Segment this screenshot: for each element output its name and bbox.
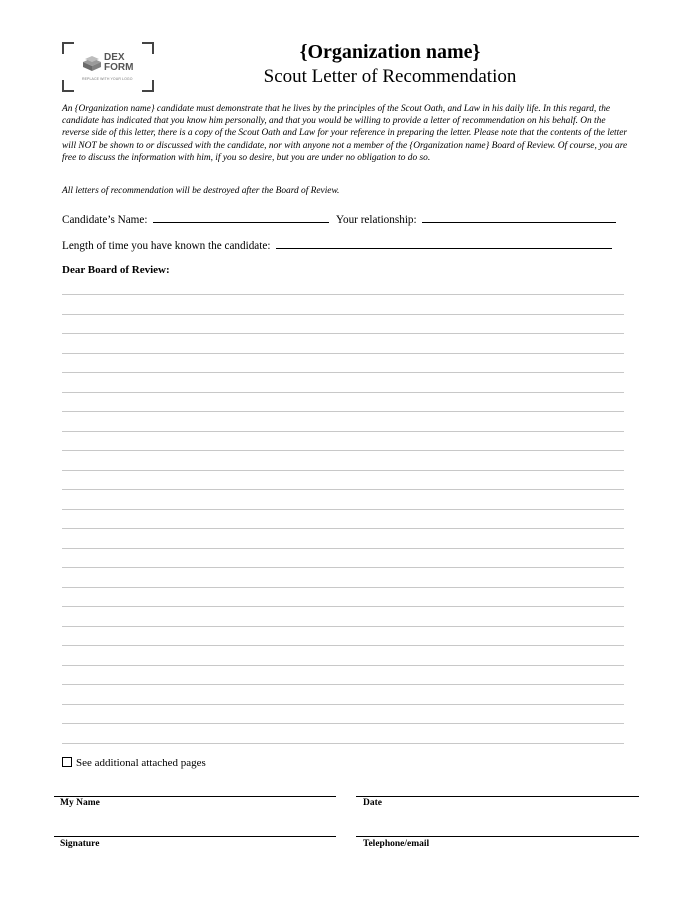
writing-line [62, 393, 624, 413]
writing-line [62, 510, 624, 530]
writing-line [62, 529, 624, 549]
writing-line [62, 471, 624, 491]
writing-line [62, 666, 624, 686]
writing-line [62, 432, 624, 452]
logo-frame-corner [62, 80, 74, 92]
salutation: Dear Board of Review: [62, 264, 170, 276]
my-name-label: My Name [60, 798, 100, 808]
writing-line [62, 490, 624, 510]
additional-pages-label: See additional attached pages [76, 757, 206, 769]
writing-line [62, 315, 624, 335]
additional-pages-option[interactable] [62, 757, 206, 769]
logo-brand-line2: FORM [104, 62, 134, 73]
destruction-note: All letters of recommendation will be destroyed after the Board of Review. [62, 186, 340, 196]
writing-line [62, 568, 624, 588]
date-label: Date [363, 798, 382, 808]
candidate-row [62, 211, 616, 226]
my-name-line[interactable] [54, 796, 336, 797]
writing-line [62, 412, 624, 432]
writing-line [62, 549, 624, 569]
contact-line[interactable] [356, 836, 639, 837]
logo-brand [104, 53, 133, 73]
additional-pages-checkbox[interactable] [62, 757, 72, 767]
time-known-row [62, 237, 612, 252]
relationship-field[interactable] [422, 211, 616, 223]
page-title: Scout Letter of Recommendation [263, 66, 517, 87]
writing-line [62, 451, 624, 471]
logo-frame-corner [142, 42, 154, 54]
stacked-box-icon [81, 54, 103, 72]
writing-line [62, 607, 624, 627]
candidate-name-label: Candidate’s Name: [62, 214, 148, 226]
writing-line [62, 334, 624, 354]
candidate-name-field[interactable] [153, 211, 329, 223]
writing-line [62, 354, 624, 374]
writing-line [62, 588, 624, 608]
contact-label: Telephone/email [363, 839, 430, 849]
writing-line [62, 373, 624, 393]
intro-paragraph: An {Organization name} candidate must demonstrate that he lives by the principles of the Scout Oath, and Law in his daily life. In this regard, the candidate has indicated that you know him personally, and that you would be willing to provide a letter of recommendation on his behalf. On the reverse side of this letter, there is a copy of the Scout Oath and Law for your reference in preparing the letter. Please note that the contents of the letter will NOT be shown to or discussed with the candidate, nor with anyone not a member of the {Organization name} Board of Review. Of course, you are free to discuss the information with him, if you so desire, but you are under no obligation to do so. [62, 104, 628, 163]
writing-line [62, 646, 624, 666]
writing-line [62, 724, 624, 744]
signature-label: Signature [60, 839, 100, 849]
writing-line [62, 685, 624, 705]
logo-frame-corner [62, 42, 74, 54]
logo-frame-corner [142, 80, 154, 92]
writing-line [62, 295, 624, 315]
organization-name: {Organization name} [299, 41, 481, 63]
time-known-label: Length of time you have known the candidate: [62, 240, 271, 252]
logo-tagline: REPLACE WITH YOUR LOGO [82, 77, 133, 81]
writing-line [62, 705, 624, 725]
relationship-label: Your relationship: [336, 214, 417, 226]
writing-line [62, 627, 624, 647]
time-known-field[interactable] [276, 237, 612, 249]
logo [62, 42, 154, 92]
signature-line[interactable] [54, 836, 336, 837]
logo-brand-line1: DEX [104, 52, 125, 63]
letter-body-area[interactable] [62, 294, 624, 744]
date-line[interactable] [356, 796, 639, 797]
